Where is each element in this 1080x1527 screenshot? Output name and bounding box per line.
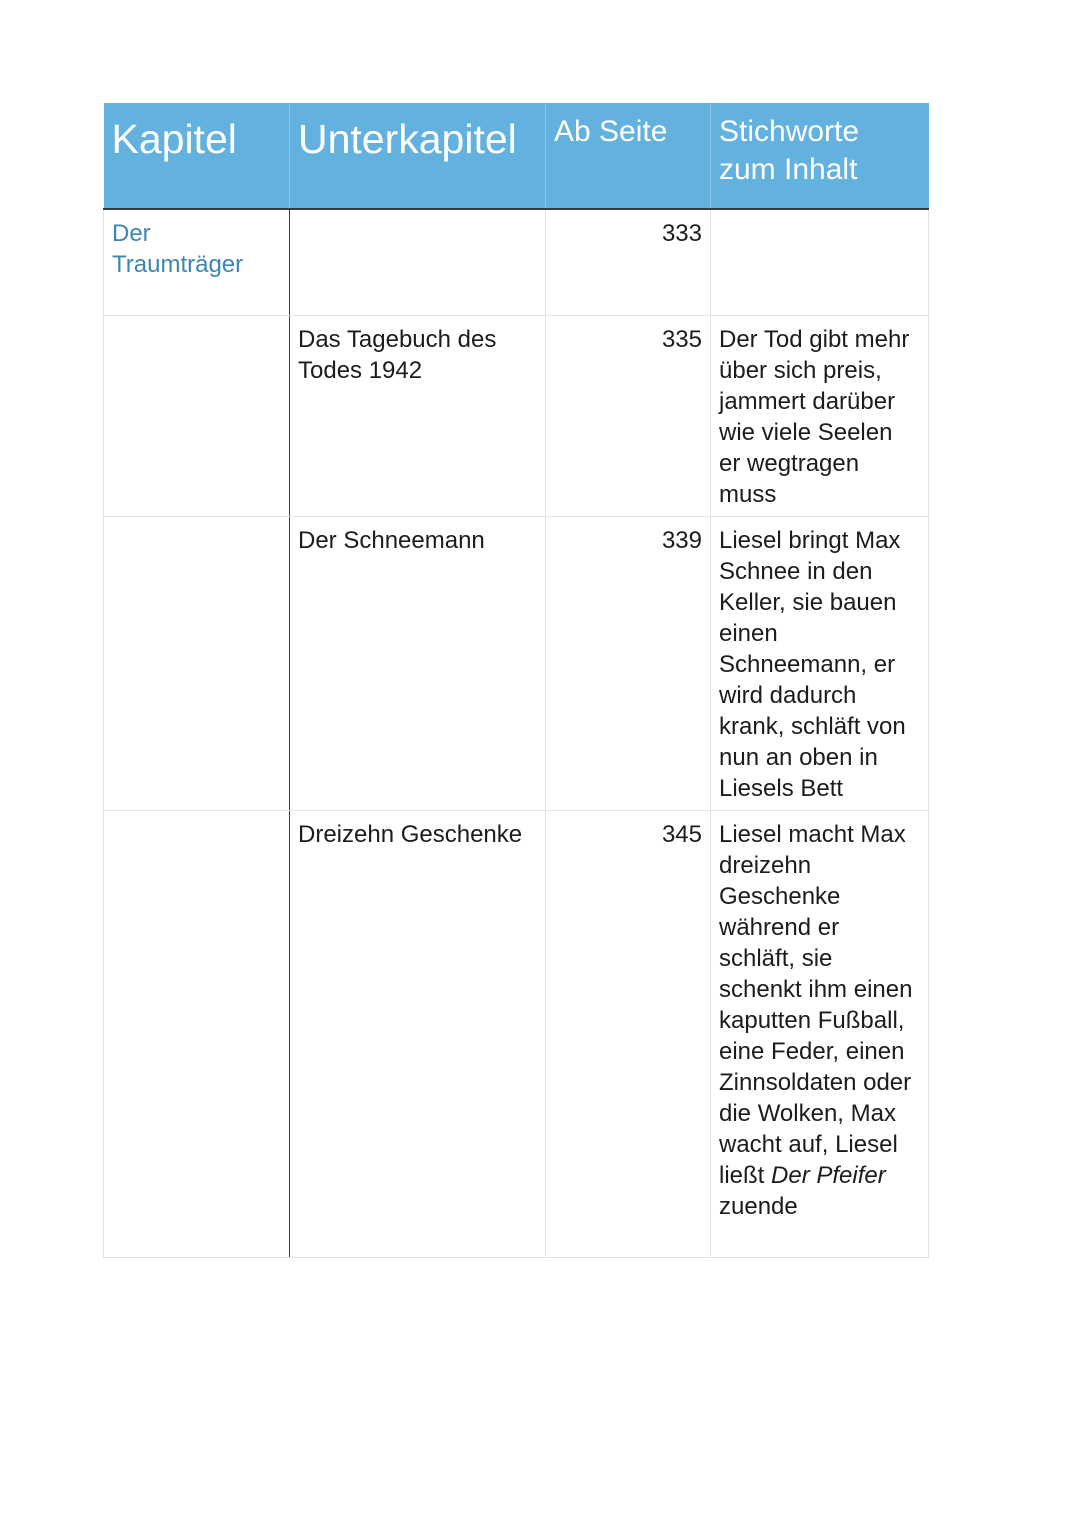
cell-seite: 333: [546, 209, 711, 315]
cell-kapitel: [104, 810, 290, 1257]
book-title-italic: Der Pfeifer: [771, 1161, 886, 1189]
table-row: [104, 810, 929, 1257]
cell-unterkapitel: Das Tagebuch des Todes 1942: [290, 315, 546, 516]
table-header: [104, 103, 929, 209]
header-stichworte: Stichworte zum Inhalt: [711, 103, 929, 209]
table-row: [104, 209, 929, 315]
cell-stichworte: Der Tod gibt mehr über sich preis, jammert darüber wie viele Seelen er wegtragen muss: [711, 315, 929, 516]
cell-kapitel: Der Traumträger: [104, 209, 290, 315]
cell-kapitel: [104, 315, 290, 516]
header-ab-seite: Ab Seite: [546, 103, 711, 209]
cell-stichworte: [711, 209, 929, 315]
stichworte-text: Liesel macht Max dreizehn Geschenke während er schläft, sie schenkt ihm einen kaputten Fußball, eine Feder, einen Zinnsoldaten oder die Wolken, Max wacht auf, Liesel ließt: [719, 820, 913, 1189]
header-row: [104, 103, 929, 209]
header-unterkapitel: Unterkapitel: [290, 103, 546, 209]
cell-unterkapitel: Der Schneemann: [290, 516, 546, 810]
cell-stichworte: [711, 810, 929, 1257]
cell-unterkapitel: [290, 209, 546, 315]
stichworte-text-end: zuende: [719, 1192, 798, 1220]
table-row: [104, 315, 929, 516]
cell-stichworte: Liesel bringt Max Schnee in den Keller, sie bauen einen Schneemann, er wird dadurch krank, schläft von nun an oben in Liesels Bett: [711, 516, 929, 810]
cell-kapitel: [104, 516, 290, 810]
cell-seite: 345: [546, 810, 711, 1257]
header-kapitel: Kapitel: [104, 103, 290, 209]
table-body: [104, 209, 929, 1257]
cell-seite: 339: [546, 516, 711, 810]
table-row: [104, 516, 929, 810]
cell-unterkapitel: Dreizehn Geschenke: [290, 810, 546, 1257]
cell-seite: 335: [546, 315, 711, 516]
chapter-table: [103, 103, 929, 1258]
